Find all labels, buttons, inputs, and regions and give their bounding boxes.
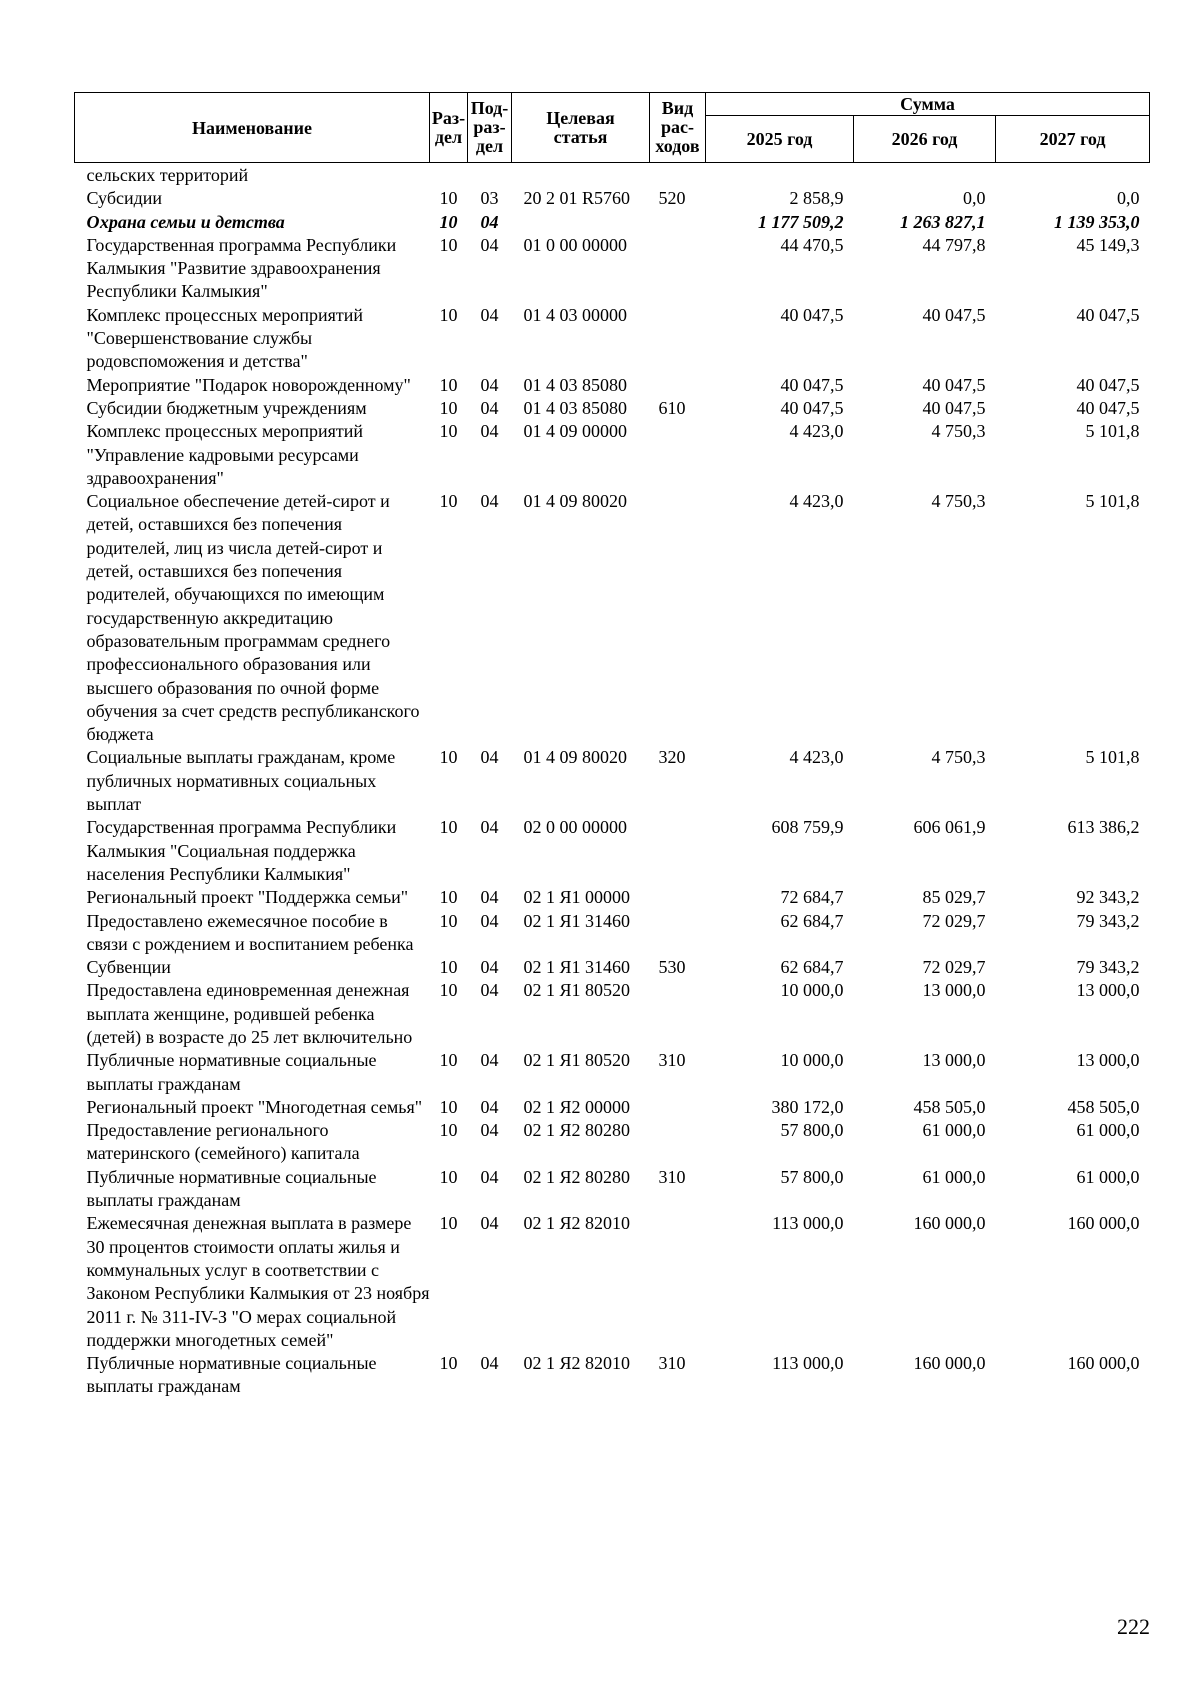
cell-podrazdel: 04 bbox=[480, 211, 499, 232]
cell-expense-type bbox=[650, 816, 706, 886]
table-row bbox=[75, 234, 1150, 304]
cell-target-article: 01 0 00 00000 bbox=[523, 234, 627, 255]
cell-amount-2027: 61 000,0 bbox=[1076, 1120, 1140, 1141]
cell-podrazdel: 04 bbox=[480, 1213, 499, 1234]
cell-amount-2026: 13 000,0 bbox=[922, 1050, 986, 1071]
table-row bbox=[75, 187, 1150, 210]
cell-target-article: 01 4 09 80020 bbox=[523, 747, 627, 768]
cell-name: Субсидии bbox=[86, 188, 163, 209]
cell-razdel: 10 bbox=[439, 817, 458, 838]
cell-amount-2025: 4 423,0 bbox=[789, 421, 844, 442]
header-sum: Сумма bbox=[706, 93, 1150, 116]
cell-expense-type bbox=[650, 211, 706, 234]
cell-name: Публичные нормативные социальные выплаты гражданам bbox=[86, 1166, 377, 1211]
cell-amount-2025: 113 000,0 bbox=[772, 1353, 844, 1374]
cell-podrazdel: 04 bbox=[480, 957, 499, 978]
cell-expense-type bbox=[650, 910, 706, 957]
cell-target-article: 02 1 Я1 00000 bbox=[523, 887, 631, 908]
cell-target-article: 01 4 09 80020 bbox=[523, 491, 627, 512]
cell-amount-2025 bbox=[706, 163, 854, 188]
cell-amount-2026: 40 047,5 bbox=[922, 304, 986, 325]
cell-amount-2027: 61 000,0 bbox=[1076, 1166, 1140, 1187]
table-row bbox=[75, 910, 1150, 957]
cell-target-article: 02 1 Я2 82010 bbox=[523, 1213, 631, 1234]
table-row bbox=[75, 211, 1150, 234]
cell-expense-type bbox=[650, 1096, 706, 1119]
cell-razdel: 10 bbox=[439, 491, 458, 512]
cell-amount-2027: 40 047,5 bbox=[1076, 374, 1140, 395]
cell-name: Предоставлено ежемесячное пособие в связи с рождением и воспитанием ребенка bbox=[86, 910, 414, 954]
cell-podrazdel: 04 bbox=[480, 1353, 499, 1374]
table-row bbox=[75, 1352, 1150, 1399]
cell-amount-2025: 608 759,9 bbox=[771, 817, 844, 838]
cell-amount-2025: 380 172,0 bbox=[771, 1096, 844, 1117]
cell-name: Мероприятие "Подарок новорожденному" bbox=[86, 374, 411, 395]
cell-amount-2025: 57 800,0 bbox=[780, 1166, 844, 1187]
cell-name: Публичные нормативные социальные выплаты гражданам bbox=[86, 1353, 377, 1397]
cell-expense-type: 310 bbox=[658, 1166, 686, 1187]
cell-podrazdel: 03 bbox=[480, 188, 499, 209]
cell-expense-type: 530 bbox=[658, 957, 686, 978]
cell-name: Социальное обеспечение детей-сирот и детей, оставшихся без попечения родителей, лиц из числа детей-сирот и детей, оставшихся без попечения родителей, обучающихся по имеющим государственную аккредитацию образовательным программам среднего профессионального образования или высшего образования по очной форме обучения за счет средств республиканского бюджета bbox=[86, 491, 420, 745]
cell-podrazdel: 04 bbox=[480, 234, 499, 255]
header-name: Наименование bbox=[75, 93, 430, 163]
cell-podrazdel: 04 bbox=[480, 491, 499, 512]
cell-amount-2026: 160 000,0 bbox=[913, 1213, 986, 1234]
cell-amount-2025: 113 000,0 bbox=[772, 1213, 844, 1234]
header-year-2027: 2027 год bbox=[996, 116, 1150, 163]
cell-amount-2025: 72 684,7 bbox=[780, 887, 844, 908]
table-row bbox=[75, 746, 1150, 816]
cell-amount-2025: 40 047,5 bbox=[780, 374, 844, 395]
cell-amount-2026: 13 000,0 bbox=[922, 980, 986, 1001]
table-row bbox=[75, 1212, 1150, 1352]
budget-table bbox=[74, 92, 1150, 1399]
cell-amount-2026 bbox=[854, 163, 996, 188]
cell-razdel: 10 bbox=[439, 1353, 458, 1374]
cell-expense-type bbox=[650, 234, 706, 304]
cell-expense-type: 310 bbox=[658, 1050, 686, 1071]
cell-razdel: 10 bbox=[439, 304, 458, 325]
cell-target-article: 02 1 Я2 82010 bbox=[523, 1353, 631, 1374]
cell-amount-2027: 13 000,0 bbox=[1076, 980, 1140, 1001]
cell-name: Охрана семьи и детства bbox=[86, 211, 285, 232]
cell-amount-2027: 5 101,8 bbox=[1085, 421, 1140, 442]
cell-podrazdel bbox=[468, 163, 512, 188]
cell-amount-2026: 44 797,8 bbox=[922, 234, 986, 255]
cell-amount-2027: 92 343,2 bbox=[1076, 887, 1140, 908]
cell-expense-type bbox=[650, 374, 706, 397]
cell-razdel: 10 bbox=[439, 211, 458, 232]
cell-name: Ежемесячная денежная выплата в размере 30 процентов стоимости оплаты жилья и коммунальных услуг в соответствии с Законом Республики Калмыкия от 23 ноября 2011 г. № 311-IV-З "О мерах социальной поддержки многодетных семей" bbox=[86, 1213, 430, 1350]
cell-name: Субвенции bbox=[86, 957, 171, 978]
cell-target-article: 01 4 09 00000 bbox=[523, 421, 627, 442]
cell-podrazdel: 04 bbox=[480, 1050, 499, 1071]
cell-amount-2025: 44 470,5 bbox=[780, 234, 844, 255]
page-number: 222 bbox=[1117, 1614, 1150, 1639]
cell-razdel: 10 bbox=[439, 397, 458, 418]
cell-podrazdel: 04 bbox=[480, 397, 499, 418]
cell-razdel: 10 bbox=[439, 188, 458, 209]
cell-amount-2027: 40 047,5 bbox=[1076, 304, 1140, 325]
cell-razdel bbox=[430, 163, 468, 188]
cell-target-article: 02 1 Я2 00000 bbox=[523, 1096, 631, 1117]
cell-amount-2027: 79 343,2 bbox=[1076, 910, 1140, 931]
cell-amount-2026: 4 750,3 bbox=[931, 747, 986, 768]
cell-expense-type: 610 bbox=[658, 397, 686, 418]
header-vid: Вид рас- ходов bbox=[650, 93, 706, 163]
cell-razdel: 10 bbox=[439, 421, 458, 442]
cell-amount-2026: 72 029,7 bbox=[922, 910, 986, 931]
cell-name: Комплекс процессных мероприятий "Управление кадровыми ресурсами здравоохранения" bbox=[86, 421, 364, 488]
cell-amount-2027: 45 149,3 bbox=[1076, 234, 1140, 255]
cell-target-article: 02 1 Я1 80520 bbox=[523, 980, 631, 1001]
cell-amount-2027: 1 139 353,0 bbox=[1054, 211, 1140, 232]
table-row bbox=[75, 956, 1150, 979]
cell-target-article: 20 2 01 R5760 bbox=[523, 188, 631, 209]
cell-amount-2027 bbox=[996, 163, 1150, 188]
cell-amount-2027: 0,0 bbox=[1117, 188, 1140, 209]
table-row bbox=[75, 1166, 1150, 1213]
cell-target-article: 02 1 Я2 80280 bbox=[523, 1120, 631, 1141]
cell-amount-2027: 79 343,2 bbox=[1076, 957, 1140, 978]
cell-amount-2026: 4 750,3 bbox=[931, 491, 986, 512]
table-row bbox=[75, 304, 1150, 374]
cell-amount-2027: 40 047,5 bbox=[1076, 397, 1140, 418]
cell-razdel: 10 bbox=[439, 747, 458, 768]
cell-amount-2025: 40 047,5 bbox=[780, 397, 844, 418]
header-podrazdel: Под- раз- дел bbox=[468, 93, 512, 163]
cell-podrazdel: 04 bbox=[480, 374, 499, 395]
cell-target-article bbox=[512, 163, 650, 188]
cell-razdel: 10 bbox=[439, 1166, 458, 1187]
cell-name: Региональный проект "Многодетная семья" bbox=[86, 1096, 423, 1117]
cell-amount-2025: 1 177 509,2 bbox=[758, 211, 844, 232]
table-body bbox=[75, 163, 1150, 1399]
cell-name: Региональный проект "Поддержка семьи" bbox=[86, 887, 409, 908]
cell-podrazdel: 04 bbox=[480, 887, 499, 908]
cell-amount-2027: 458 505,0 bbox=[1067, 1096, 1140, 1117]
cell-amount-2026: 85 029,7 bbox=[922, 887, 986, 908]
cell-podrazdel: 04 bbox=[480, 817, 499, 838]
cell-podrazdel: 04 bbox=[480, 1166, 499, 1187]
cell-amount-2027: 160 000,0 bbox=[1067, 1213, 1140, 1234]
cell-razdel: 10 bbox=[439, 234, 458, 255]
table-row bbox=[75, 420, 1150, 490]
cell-amount-2026: 606 061,9 bbox=[913, 817, 986, 838]
cell-amount-2025: 4 423,0 bbox=[789, 491, 844, 512]
cell-target-article: 01 4 03 00000 bbox=[523, 304, 627, 325]
cell-target-article: 02 0 00 00000 bbox=[523, 817, 627, 838]
cell-name: Публичные нормативные социальные выплаты гражданам bbox=[86, 1050, 377, 1094]
cell-amount-2027: 13 000,0 bbox=[1076, 1050, 1140, 1071]
header-article: Целевая статья bbox=[512, 93, 650, 163]
cell-target-article: 01 4 03 85080 bbox=[523, 374, 627, 395]
cell-amount-2025: 10 000,0 bbox=[780, 1050, 844, 1071]
cell-podrazdel: 04 bbox=[480, 421, 499, 442]
cell-razdel: 10 bbox=[439, 1120, 458, 1141]
cell-name: Субсидии бюджетным учреждениям bbox=[86, 397, 367, 418]
cell-expense-type bbox=[650, 1212, 706, 1352]
cell-razdel: 10 bbox=[439, 1096, 458, 1117]
table-row bbox=[75, 397, 1150, 420]
table-row bbox=[75, 1096, 1150, 1119]
table-header bbox=[75, 93, 1150, 163]
cell-amount-2026: 458 505,0 bbox=[913, 1096, 986, 1117]
cell-expense-type bbox=[650, 979, 706, 1049]
table-row bbox=[75, 886, 1150, 909]
cell-expense-type: 310 bbox=[658, 1353, 686, 1374]
cell-amount-2026: 40 047,5 bbox=[922, 397, 986, 418]
cell-amount-2025: 40 047,5 bbox=[780, 304, 844, 325]
cell-amount-2026: 61 000,0 bbox=[922, 1166, 986, 1187]
cell-razdel: 10 bbox=[439, 1050, 458, 1071]
cell-amount-2025: 62 684,7 bbox=[780, 957, 844, 978]
cell-target-article: 01 4 03 85080 bbox=[523, 397, 627, 418]
header-year-2026: 2026 год bbox=[854, 116, 996, 163]
cell-amount-2026: 61 000,0 bbox=[922, 1120, 986, 1141]
cell-target-article bbox=[512, 211, 650, 234]
cell-podrazdel: 04 bbox=[480, 304, 499, 325]
cell-expense-type bbox=[650, 490, 706, 746]
cell-target-article: 02 1 Я1 31460 bbox=[523, 910, 631, 931]
cell-expense-type bbox=[650, 163, 706, 188]
cell-razdel: 10 bbox=[439, 980, 458, 1001]
cell-amount-2025: 10 000,0 bbox=[780, 980, 844, 1001]
cell-amount-2026: 4 750,3 bbox=[931, 421, 986, 442]
cell-amount-2026: 40 047,5 bbox=[922, 374, 986, 395]
header-razdel: Раз- дел bbox=[430, 93, 468, 163]
cell-razdel: 10 bbox=[439, 374, 458, 395]
cell-podrazdel: 04 bbox=[480, 910, 499, 931]
cell-amount-2027: 5 101,8 bbox=[1085, 747, 1140, 768]
cell-target-article: 02 1 Я2 80280 bbox=[523, 1166, 631, 1187]
cell-amount-2027: 160 000,0 bbox=[1067, 1353, 1140, 1374]
cell-amount-2025: 62 684,7 bbox=[780, 910, 844, 931]
cell-razdel: 10 bbox=[439, 1213, 458, 1234]
table-row bbox=[75, 1119, 1150, 1166]
cell-name: Государственная программа Республики Калмыкия "Развитие здравоохранения Республики Калмыкия" bbox=[86, 234, 397, 302]
table-row bbox=[75, 163, 1150, 188]
cell-podrazdel: 04 bbox=[480, 747, 499, 768]
cell-expense-type bbox=[650, 886, 706, 909]
cell-podrazdel: 04 bbox=[480, 1120, 499, 1141]
cell-target-article: 02 1 Я1 80520 bbox=[523, 1050, 631, 1071]
table-row bbox=[75, 490, 1150, 746]
cell-amount-2026: 72 029,7 bbox=[922, 957, 986, 978]
cell-razdel: 10 bbox=[439, 887, 458, 908]
cell-name: Социальные выплаты гражданам, кроме публичных нормативных социальных выплат bbox=[86, 747, 396, 815]
table-row bbox=[75, 816, 1150, 886]
cell-amount-2025: 2 858,9 bbox=[789, 188, 844, 209]
cell-razdel: 10 bbox=[439, 957, 458, 978]
header-year-2025: 2025 год bbox=[706, 116, 854, 163]
cell-expense-type bbox=[650, 304, 706, 374]
cell-amount-2025: 57 800,0 bbox=[780, 1120, 844, 1141]
cell-expense-type: 520 bbox=[658, 188, 686, 209]
cell-razdel: 10 bbox=[439, 910, 458, 931]
cell-name: Предоставление регионального материнского (семейного) капитала bbox=[86, 1120, 360, 1164]
table-row bbox=[75, 1049, 1150, 1096]
cell-name: сельских территорий bbox=[86, 165, 249, 185]
cell-amount-2025: 4 423,0 bbox=[789, 747, 844, 768]
cell-podrazdel: 04 bbox=[480, 1096, 499, 1117]
table-row bbox=[75, 374, 1150, 397]
cell-expense-type bbox=[650, 420, 706, 490]
cell-amount-2027: 613 386,2 bbox=[1067, 817, 1140, 838]
cell-name: Государственная программа Республики Калмыкия "Социальная поддержка населения Республики Калмыкия" bbox=[86, 817, 397, 884]
cell-name: Предоставлена единовременная денежная выплата женщине, родившей ребенка (детей) в возрасте до 25 лет включительно bbox=[86, 980, 413, 1047]
cell-podrazdel: 04 bbox=[480, 980, 499, 1001]
cell-amount-2027: 5 101,8 bbox=[1085, 491, 1140, 512]
table-row bbox=[75, 979, 1150, 1049]
cell-expense-type bbox=[650, 1119, 706, 1166]
cell-amount-2026: 1 263 827,1 bbox=[900, 211, 986, 232]
cell-name: Комплекс процессных мероприятий "Совершенствование службы родовспоможения и детства" bbox=[86, 304, 364, 372]
cell-amount-2026: 0,0 bbox=[963, 188, 986, 209]
cell-expense-type: 320 bbox=[658, 747, 686, 768]
cell-target-article: 02 1 Я1 31460 bbox=[523, 957, 631, 978]
cell-amount-2026: 160 000,0 bbox=[913, 1353, 986, 1374]
